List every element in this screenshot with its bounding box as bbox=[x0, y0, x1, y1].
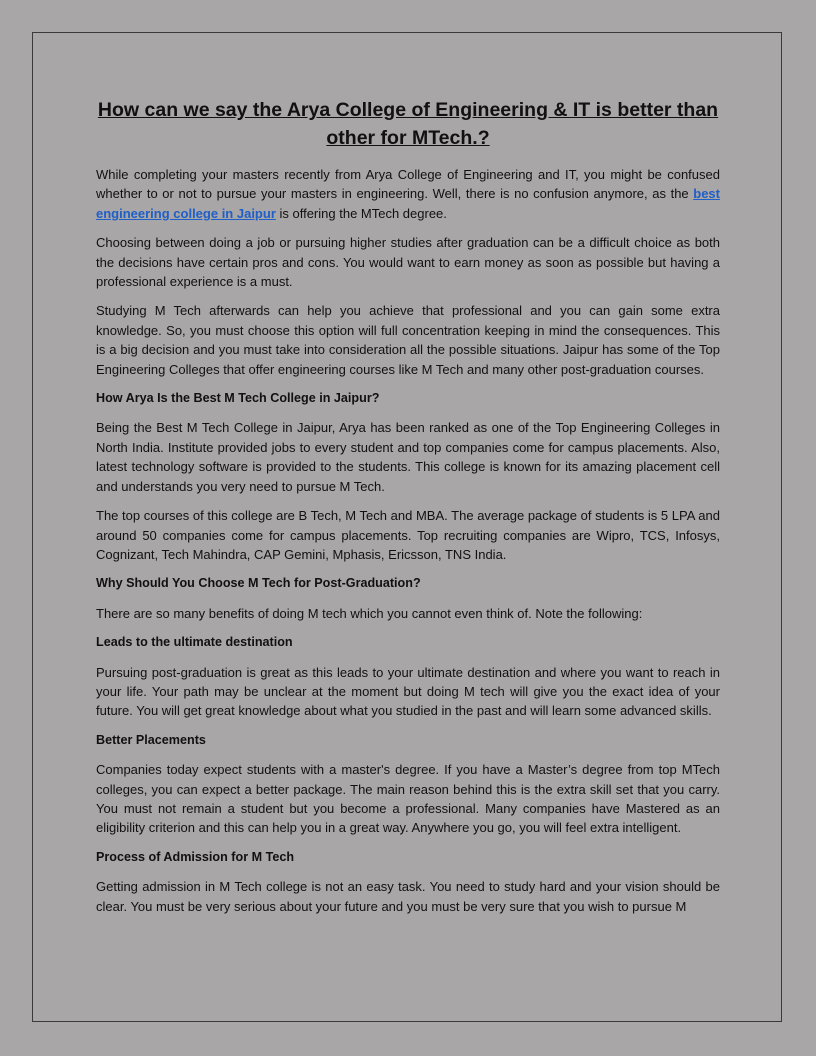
paragraph-job-vs-studies: Choosing between doing a job or pursuing higher studies after graduation can be a difficult choice as both the decisions have certain pros and cons. You would want to earn money as soon as possible but having a professional experience is a must. bbox=[96, 235, 720, 290]
paragraph-better-placements: Companies today expect students with a master's degree. If you have a Master’s degree from top MTech colleges, you can expect a better package. The main reason behind this is the extra skill set that you carry. You must not remain a student but you become a professional. Many companies have Mastered as an eligibility criterion and this can help you in a great way. Anywhere you go, you will feel extra intelligent. bbox=[96, 762, 720, 836]
paragraph-top-courses: The top courses of this college are B Tech, M Tech and MBA. The average package of students is 5 LPA and around 50 companies come for campus placements. Top recruiting companies are Wipro, TCS, Infosys, Cognizant, Tech Mahindra, CAP Gemini, Mphasis, Ericsson, TNS India. bbox=[96, 508, 720, 562]
paragraph-arya-ranking: Being the Best M Tech College in Jaipur, Arya has been ranked as one of the Top Engineering Colleges in North India. Institute provided jobs to every student and top companies come for campus placements. Also, latest technology software is provided to the students. This college is known for its amazing placement cell and understands you very need to pursue M Tech. bbox=[96, 420, 720, 494]
heading-why-mtech: Why Should You Choose M Tech for Post-Graduation? bbox=[96, 576, 421, 591]
document-title: How can we say the Arya College of Engineering & IT is better than other for MTech.? bbox=[97, 99, 719, 149]
paragraph-benefits-intro: There are so many benefits of doing M tech which you cannot even think of. Note the following: bbox=[96, 605, 643, 621]
intro-text-end: is offering the MTech degree. bbox=[275, 205, 447, 221]
heading-ultimate-destination: Leads to the ultimate destination bbox=[96, 635, 293, 650]
paragraph-admission-process: Getting admission in M Tech college is not an easy task. You need to study hard and your vision should be clear. You must be very serious about your future and you must be very sure that you wish to pursue M bbox=[96, 879, 720, 914]
intro-text-start: While completing your masters recently from Arya College of Engineering and IT, you might be confused whether to or not to pursue your masters in engineering. Well, there is no confusion anymore, as the bbox=[96, 167, 720, 202]
best-engineering-college-link[interactable]: best engineering college in Jaipur bbox=[96, 186, 720, 221]
heading-admission-process: Process of Admission for M Tech bbox=[96, 849, 295, 864]
paragraph-studying-mtech: Studying M Tech afterwards can help you achieve that professional and you can gain some extra knowledge. So, you must choose this option will full concentration keeping in mind the consequences. This is a big decision and you must take into consideration all the possible situations. Jaipur has some of the Top Engineering Colleges that offer engineering courses like M Tech and many other post-graduation courses. bbox=[96, 303, 720, 377]
document-body bbox=[96, 96, 720, 926]
paragraph-ultimate-destination: Pursuing post-graduation is great as this leads to your ultimate destination and where you want to reach in your life. Your path may be unclear at the moment but doing M tech will give you the exact idea of your future. You will get great knowledge about what you studied in the past and will learn some advanced skills. bbox=[96, 664, 720, 719]
heading-best-mtech-college: How Arya Is the Best M Tech College in Jaipur? bbox=[96, 391, 380, 406]
heading-better-placements: Better Placements bbox=[96, 732, 206, 747]
intro-paragraph bbox=[96, 165, 720, 223]
